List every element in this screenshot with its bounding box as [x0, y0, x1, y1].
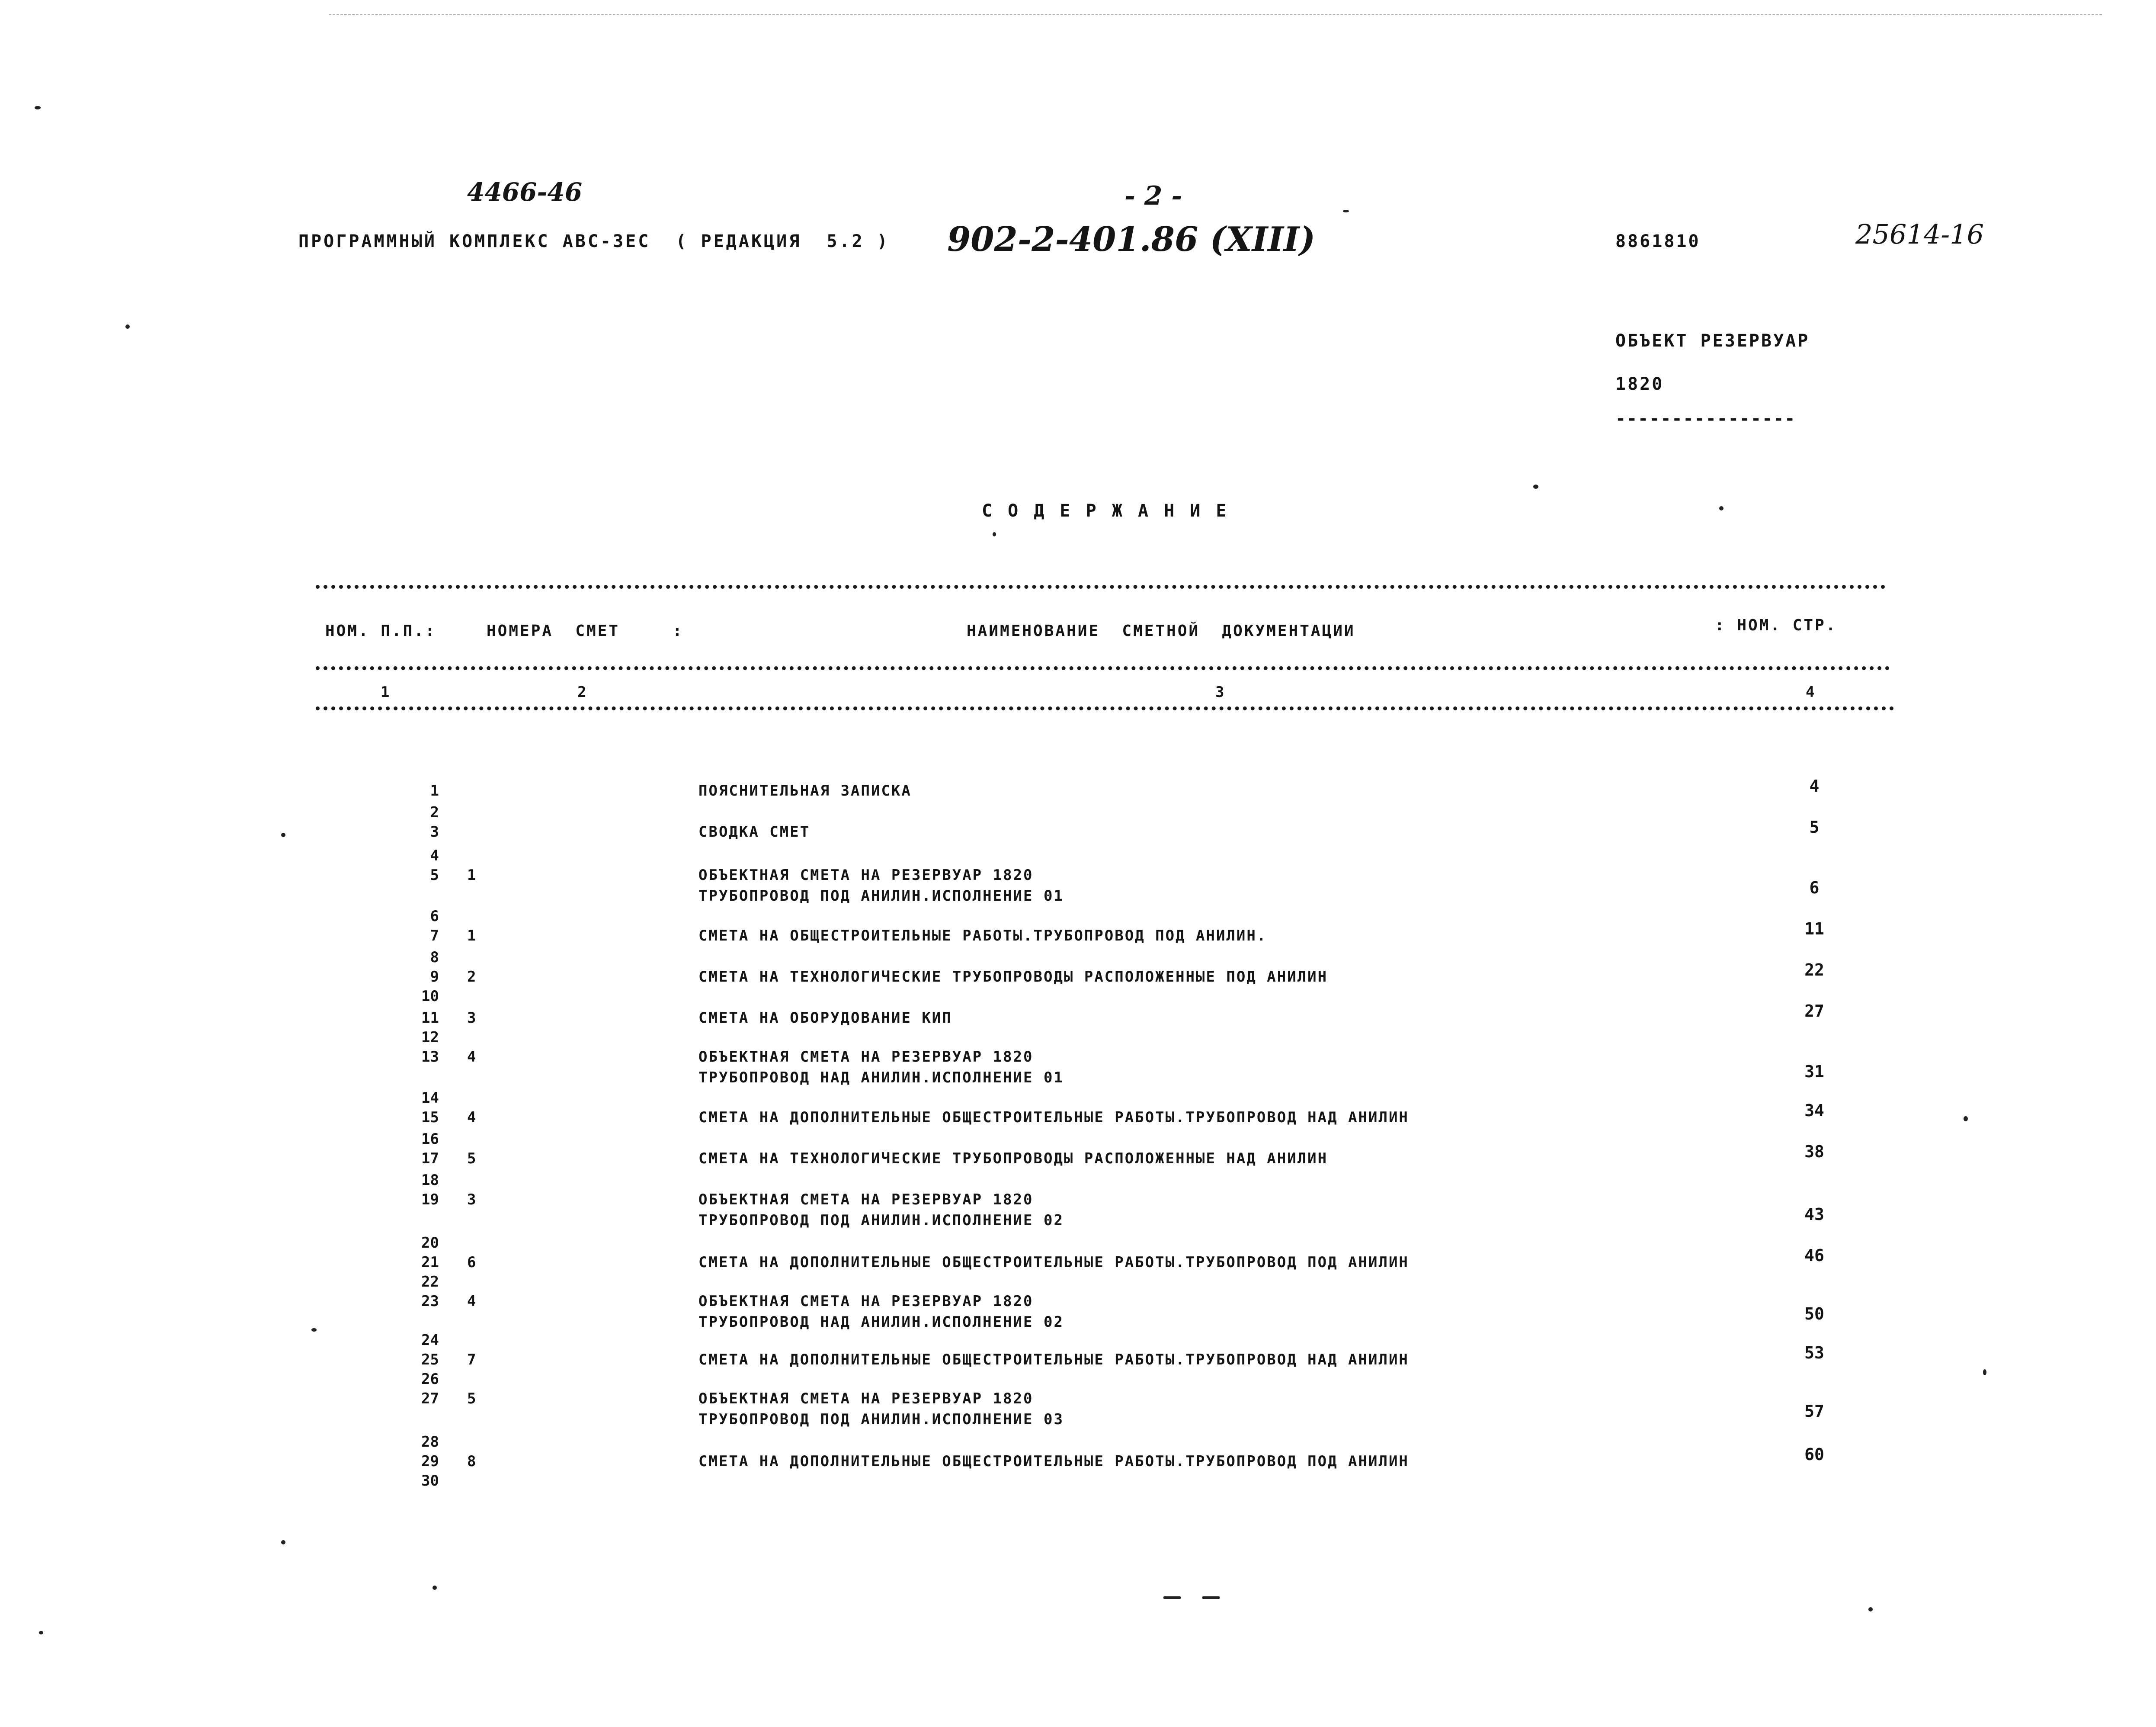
- entry-name: ОБЪЕКТНАЯ СМЕТА НА РЕЗЕРВУАР 1820: [698, 1048, 1034, 1066]
- entry-page: 53: [1804, 1343, 1824, 1362]
- entry-smeta-number: 4: [467, 1109, 476, 1126]
- scan-speck: [311, 1328, 317, 1332]
- entry-name-line2: ТРУБОПРОВОД НАД АНИЛИН.ИСПОЛНЕНИЕ 01: [698, 1069, 1064, 1086]
- entry-smeta-number: 8: [467, 1453, 476, 1470]
- entry-smeta-number: 2: [467, 968, 476, 985]
- page-mark: - 2 -: [1124, 181, 1182, 211]
- scan-speck: [1964, 1116, 1968, 1121]
- entry-page: 6: [1809, 878, 1820, 897]
- row-number: 9: [430, 968, 439, 985]
- table-header-rule: [316, 666, 1890, 670]
- entry-name: ОБЪЕКТНАЯ СМЕТА НА РЕЗЕРВУАР 1820: [698, 1293, 1034, 1310]
- row-number: 15: [421, 1109, 439, 1126]
- row-number: 5: [430, 867, 439, 884]
- code-right: 8861810: [1615, 231, 1701, 251]
- row-number: 8: [430, 949, 439, 966]
- page-title: С О Д Е Р Ж А Н И Е: [982, 501, 1229, 521]
- row-number: 16: [421, 1130, 439, 1148]
- scan-speck: [39, 1631, 43, 1634]
- scan-speck: [281, 1540, 285, 1544]
- scan-speck: [1983, 1369, 1986, 1375]
- col-header-number: НОМ. П.П.:: [325, 622, 436, 640]
- object-code: 1820: [1615, 374, 1664, 394]
- entry-page: 34: [1804, 1101, 1824, 1120]
- entry-name: СМЕТА НА ОБОРУДОВАНИЕ КИП: [698, 1009, 952, 1027]
- row-number: 28: [421, 1433, 439, 1451]
- col-index-1: 1: [381, 684, 391, 701]
- row-number: 12: [421, 1029, 439, 1046]
- row-number: 13: [421, 1048, 439, 1066]
- entry-smeta-number: 1: [467, 867, 476, 884]
- entry-page: 50: [1804, 1304, 1824, 1323]
- entry-smeta-number: 6: [467, 1254, 476, 1271]
- entry-name: ОБЪЕКТНАЯ СМЕТА НА РЕЗЕРВУАР 1820: [698, 867, 1034, 884]
- row-number: 30: [421, 1472, 439, 1489]
- entry-name: СМЕТА НА ОБЩЕСТРОИТЕЛЬНЫЕ РАБОТЫ.ТРУБОПРОВОД ПОД АНИЛИН.: [698, 927, 1267, 944]
- top-scan-line: [329, 14, 2102, 15]
- entry-smeta-number: 5: [467, 1390, 476, 1407]
- col-header-separator: :: [673, 622, 684, 640]
- row-number: 10: [421, 988, 439, 1005]
- row-number: 26: [421, 1371, 439, 1388]
- object-name: ОБЪЕКТ РЕЗЕРВУАР: [1615, 331, 1810, 351]
- row-number: 19: [421, 1191, 439, 1208]
- col-header-smeta: НОМЕРА СМЕТ: [487, 622, 620, 640]
- row-number: 21: [421, 1254, 439, 1271]
- entry-name: СМЕТА НА ДОПОЛНИТЕЛЬНЫЕ ОБЩЕСТРОИТЕЛЬНЫЕ РАБОТЫ.ТРУБОПРОВОД ПОД АНИЛИН: [698, 1453, 1409, 1470]
- scan-speck: [432, 1586, 437, 1590]
- entry-name: ОБЪЕКТНАЯ СМЕТА НА РЕЗЕРВУАР 1820: [698, 1191, 1034, 1208]
- entry-name-line2: ТРУБОПРОВОД ПОД АНИЛИН.ИСПОЛНЕНИЕ 02: [698, 1212, 1064, 1229]
- entry-page: 22: [1804, 960, 1824, 979]
- row-number: 17: [421, 1150, 439, 1167]
- scan-speck: [1719, 506, 1724, 510]
- entry-smeta-number: 7: [467, 1351, 476, 1368]
- row-number: 27: [421, 1390, 439, 1407]
- entry-page: 11: [1804, 919, 1824, 938]
- program-line: ПРОГРАММНЫЙ КОМПЛЕКС АВС-ЗЕС ( РЕДАКЦИЯ 5.2 ): [298, 231, 890, 251]
- row-number: 1: [430, 782, 439, 799]
- scan-speck: [281, 833, 285, 837]
- col-index-3: 3: [1215, 684, 1226, 701]
- row-number: 4: [430, 847, 439, 864]
- col-header-name: НАИМЕНОВАНИЕ СМЕТНОЙ ДОКУМЕНТАЦИИ: [967, 622, 1355, 640]
- row-number: 14: [421, 1089, 439, 1107]
- scan-speck: [1163, 1596, 1181, 1599]
- object-underline: ----------------: [1615, 409, 1796, 429]
- scan-speck: [1868, 1607, 1873, 1611]
- scan-speck: [1533, 485, 1538, 489]
- entry-page: 38: [1804, 1142, 1824, 1161]
- scan-speck: [125, 324, 130, 329]
- entry-name-line2: ТРУБОПРОВОД НАД АНИЛИН.ИСПОЛНЕНИЕ 02: [698, 1313, 1064, 1331]
- row-number: 18: [421, 1172, 439, 1189]
- entry-name: СМЕТА НА ДОПОЛНИТЕЛЬНЫЕ ОБЩЕСТРОИТЕЛЬНЫЕ РАБОТЫ.ТРУБОПРОВОД НАД АНИЛИН: [698, 1351, 1409, 1368]
- entry-page: 27: [1804, 1002, 1824, 1021]
- row-number: 24: [421, 1332, 439, 1349]
- entry-name: ОБЪЕКТНАЯ СМЕТА НА РЕЗЕРВУАР 1820: [698, 1390, 1034, 1407]
- entry-smeta-number: 1: [467, 927, 476, 944]
- entry-page: 43: [1804, 1205, 1824, 1224]
- row-number: 23: [421, 1293, 439, 1310]
- entry-smeta-number: 4: [467, 1048, 476, 1066]
- entry-smeta-number: 5: [467, 1150, 476, 1167]
- entry-page: 60: [1804, 1445, 1824, 1464]
- scan-speck: [35, 106, 41, 109]
- entry-name: СМЕТА НА ДОПОЛНИТЕЛЬНЫЕ ОБЩЕСТРОИТЕЛЬНЫЕ РАБОТЫ.ТРУБОПРОВОД НАД АНИЛИН: [698, 1109, 1409, 1126]
- table-subheader-rule: [316, 706, 1894, 710]
- entry-page: 57: [1804, 1402, 1824, 1421]
- row-number: 7: [430, 927, 439, 944]
- entry-page: 31: [1804, 1062, 1824, 1081]
- row-number: 3: [430, 823, 439, 841]
- col-index-2: 2: [577, 684, 588, 701]
- project-number: 902-2-401.86 (XIII): [947, 220, 1316, 259]
- row-number: 6: [430, 908, 439, 925]
- scan-speck: [1343, 210, 1349, 212]
- entry-page: 4: [1809, 777, 1820, 796]
- scan-speck: [993, 532, 996, 536]
- entry-name: СВОДКА СМЕТ: [698, 823, 811, 841]
- entry-page: 46: [1804, 1246, 1824, 1265]
- scan-speck: [1202, 1596, 1220, 1599]
- entry-smeta-number: 4: [467, 1293, 476, 1310]
- row-number: 25: [421, 1351, 439, 1368]
- entry-page: 5: [1809, 818, 1820, 837]
- row-number: 11: [421, 1009, 439, 1027]
- col-header-page: : НОМ. СТР.: [1715, 616, 1837, 634]
- entry-name: СМЕТА НА ТЕХНОЛОГИЧЕСКИЕ ТРУБОПРОВОДЫ РАСПОЛОЖЕННЫЕ НАД АНИЛИН: [698, 1150, 1328, 1167]
- entry-name: СМЕТА НА ТЕХНОЛОГИЧЕСКИЕ ТРУБОПРОВОДЫ РАСПОЛОЖЕННЫЕ ПОД АНИЛИН: [698, 968, 1328, 985]
- archive-number: 25614-16: [1855, 218, 1984, 250]
- entry-name: ПОЯСНИТЕЛЬНАЯ ЗАПИСКА: [698, 782, 912, 799]
- entry-name-line2: ТРУБОПРОВОД ПОД АНИЛИН.ИСПОЛНЕНИЕ 01: [698, 887, 1064, 905]
- entry-smeta-number: 3: [467, 1009, 476, 1027]
- entry-name-line2: ТРУБОПРОВОД ПОД АНИЛИН.ИСПОЛНЕНИЕ 03: [698, 1411, 1064, 1428]
- handwritten-code: 4466-46: [467, 177, 583, 207]
- col-index-4: 4: [1806, 684, 1816, 701]
- row-number: 2: [430, 804, 439, 821]
- entry-smeta-number: 3: [467, 1191, 476, 1208]
- entry-name: СМЕТА НА ДОПОЛНИТЕЛЬНЫЕ ОБЩЕСТРОИТЕЛЬНЫЕ РАБОТЫ.ТРУБОПРОВОД ПОД АНИЛИН: [698, 1254, 1409, 1271]
- row-number: 29: [421, 1453, 439, 1470]
- table-top-rule: [316, 585, 1886, 589]
- row-number: 20: [421, 1234, 439, 1252]
- row-number: 22: [421, 1273, 439, 1290]
